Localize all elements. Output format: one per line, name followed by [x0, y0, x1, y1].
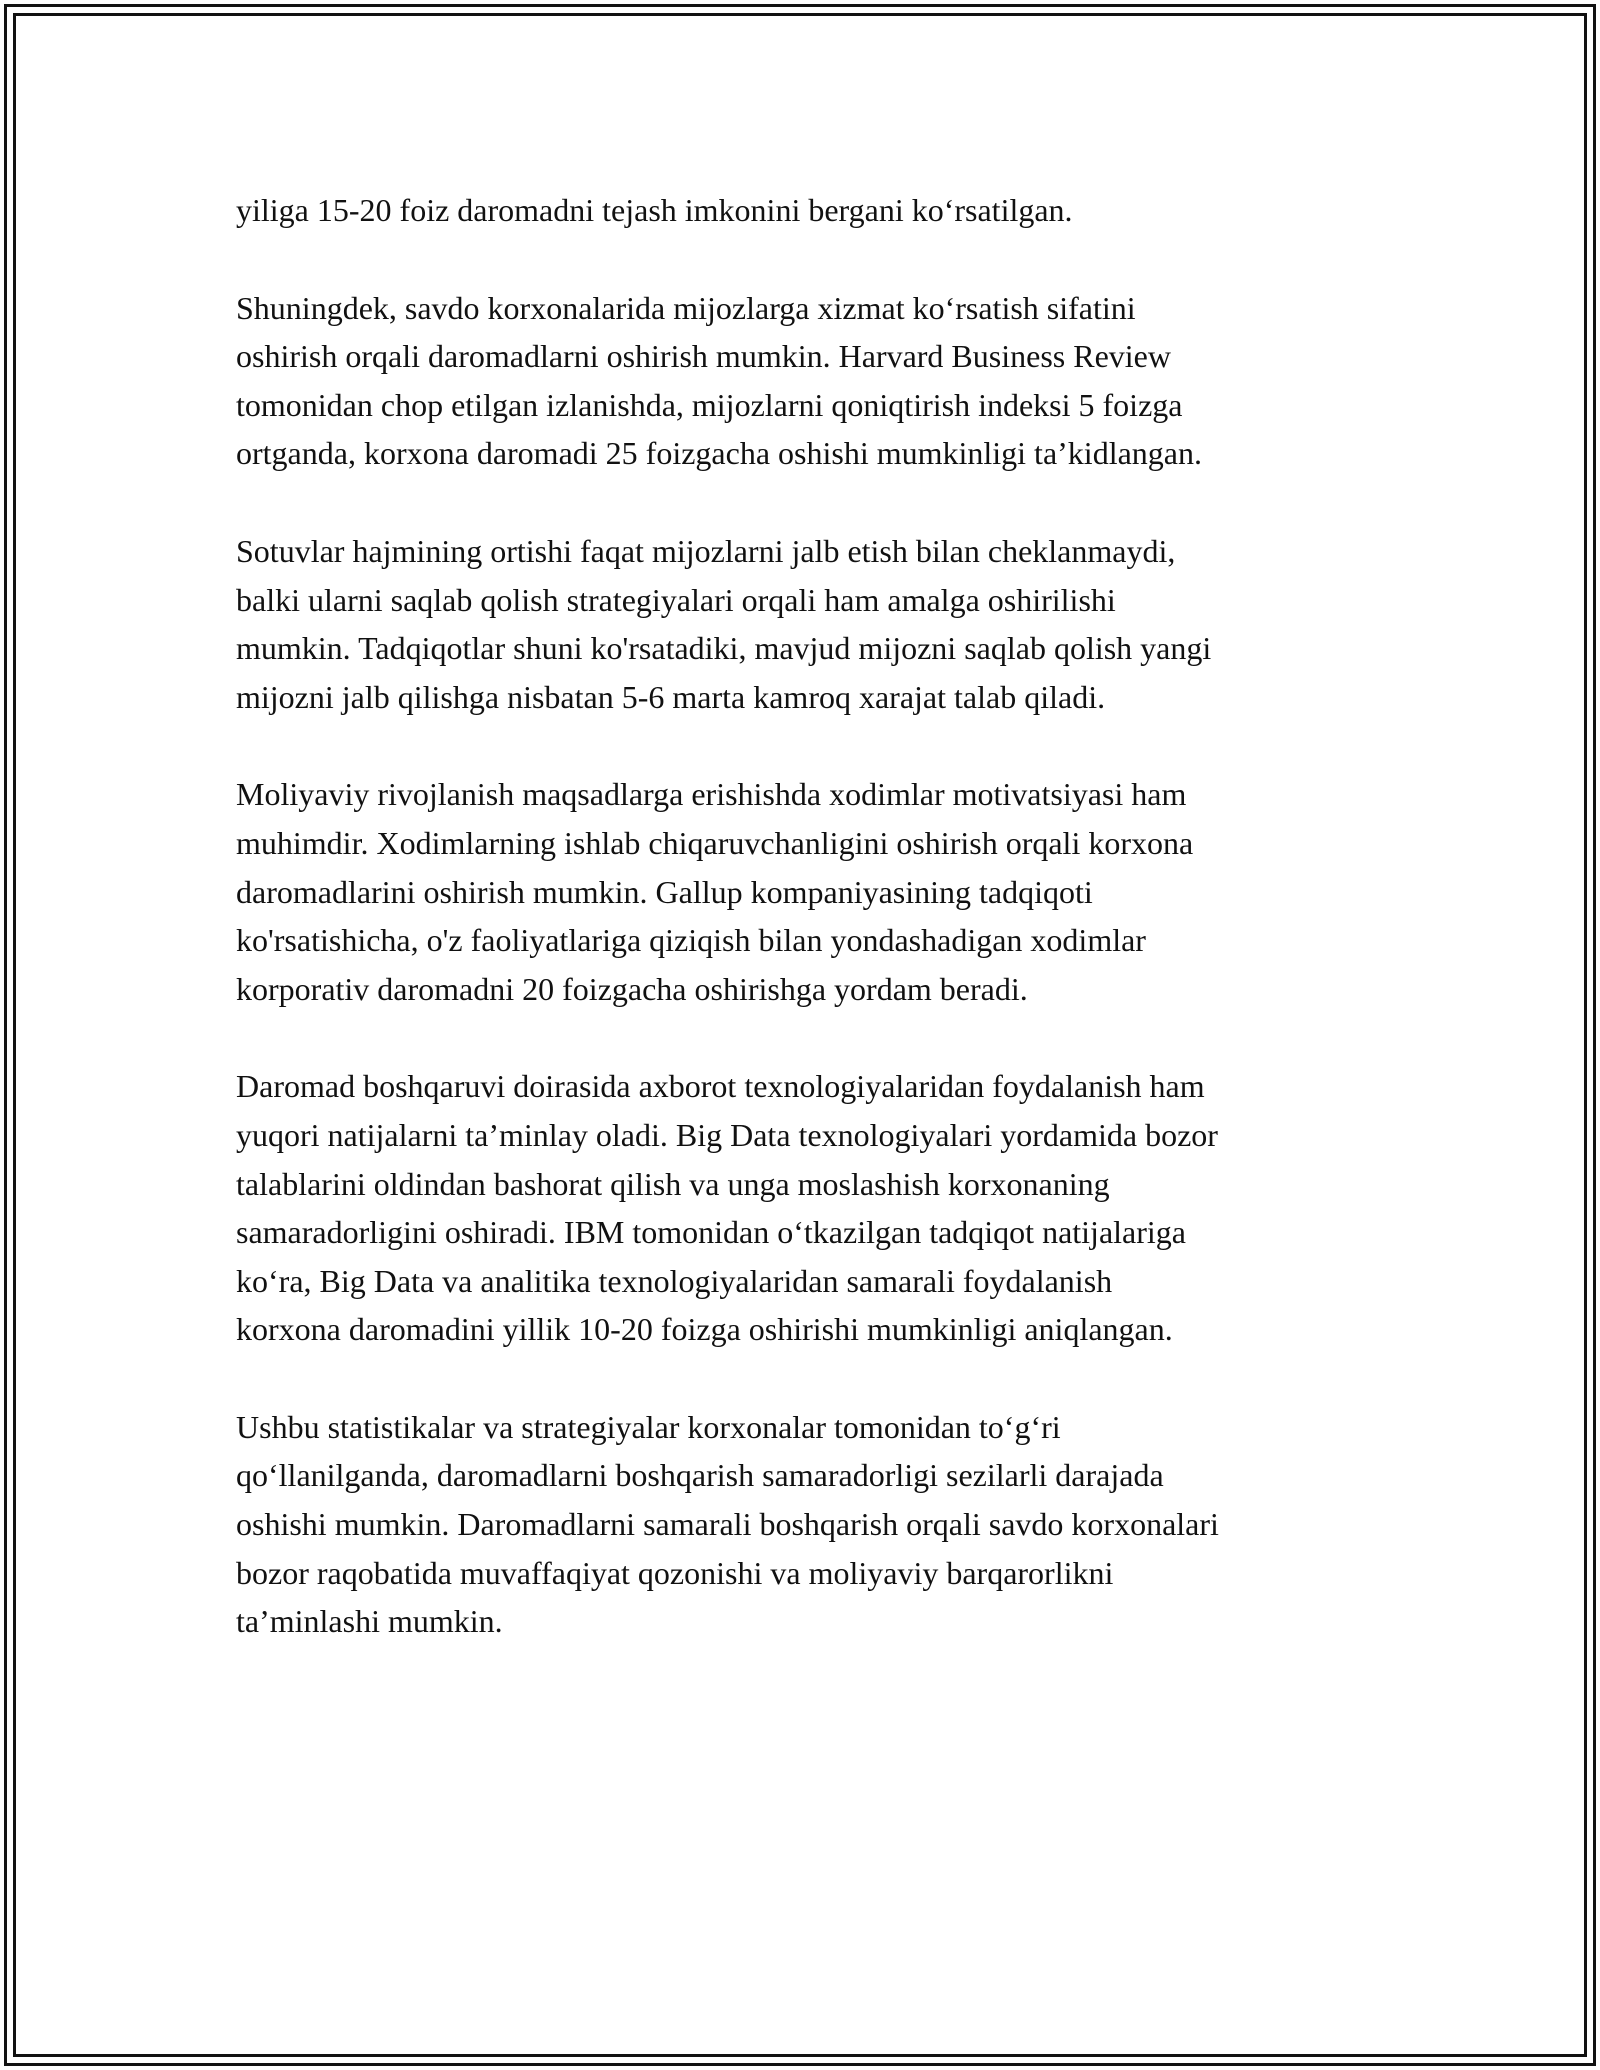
paragraph: [236, 1062, 1386, 1354]
text-line: balki ularni saqlab qolish strategiyalari orqali ham amalga oshirilishi: [236, 581, 1116, 618]
paragraph: [236, 527, 1386, 721]
text-line: korporativ daromadni 20 foizgacha oshirishga yordam beradi.: [236, 970, 1028, 1007]
paragraph: [236, 186, 1386, 235]
paragraph: [236, 284, 1386, 478]
document-body: [236, 186, 1386, 1695]
text-line: oshishi mumkin. Daromadlarni samarali boshqarish orqali savdo korxonalari: [236, 1506, 1219, 1543]
text-line: ko‘ra, Big Data va analitika texnologiyalaridan samarali foydalanish: [236, 1262, 1113, 1299]
text-line: ta’minlashi mumkin.: [236, 1603, 503, 1640]
text-line: talablarini oldindan bashorat qilish va unga moslashish korxonaning: [236, 1165, 1110, 1202]
text-line: ko'rsatishicha, o'z faoliyatlariga qiziqish bilan yondashadigan xodimlar: [236, 922, 1146, 959]
text-line: yuqori natijalarni ta’minlay oladi. Big Data texnologiyalari yordamida bozor: [236, 1116, 1218, 1153]
text-line: daromadlarini oshirish mumkin. Gallup kompaniyasining tadqiqoti: [236, 873, 1093, 910]
text-line: korxona daromadini yillik 10-20 foizga oshirishi mumkinligi aniqlangan.: [236, 1311, 1173, 1348]
text-line: Sotuvlar hajmining ortishi faqat mijozlarni jalb etish bilan cheklanmaydi,: [236, 532, 1176, 569]
text-line: bozor raqobatida muvaffaqiyat qozonishi va moliyaviy barqarorlikni: [236, 1554, 1114, 1591]
text-line: mumkin. Tadqiqotlar shuni ko'rsatadiki, mavjud mijozni saqlab qolish yangi: [236, 630, 1212, 667]
text-line: Daromad boshqaruvi doirasida axborot texnologiyalaridan foydalanish ham: [236, 1068, 1205, 1105]
text-line: Moliyaviy rivojlanish maqsadlarga erishishda xodimlar motivatsiyasi ham: [236, 776, 1187, 813]
paragraph: [236, 1403, 1386, 1646]
text-line: qo‘llanilganda, daromadlarni boshqarish samaradorligi sezilarli darajada: [236, 1457, 1164, 1494]
text-line: tomonidan chop etilgan izlanishda, mijozlarni qoniqtirish indeksi 5 foizga: [236, 386, 1183, 423]
text-line: ortganda, korxona daromadi 25 foizgacha oshishi mumkinligi ta’kidlangan.: [236, 435, 1202, 472]
text-line: mijozni jalb qilishga nisbatan 5-6 marta kamroq xarajat talab qiladi.: [236, 678, 1106, 715]
text-line: muhimdir. Xodimlarning ishlab chiqaruvchanligini oshirish orqali korxona: [236, 824, 1194, 861]
text-line: Ushbu statistikalar va strategiyalar korxonalar tomonidan to‘g‘ri: [236, 1408, 1061, 1445]
text-line: yiliga 15-20 foiz daromadni tejash imkonini bergani ko‘rsatilgan.: [236, 192, 1073, 228]
text-line: Shuningdek, savdo korxonalarida mijozlarga xizmat ko‘rsatish sifatini: [236, 289, 1136, 326]
paragraph: [236, 770, 1386, 1013]
text-line: samaradorligini oshiradi. IBM tomonidan o‘tkazilgan tadqiqot natijalariga: [236, 1214, 1186, 1251]
text-line: oshirish orqali daromadlarni oshirish mumkin. Harvard Business Review: [236, 338, 1171, 375]
